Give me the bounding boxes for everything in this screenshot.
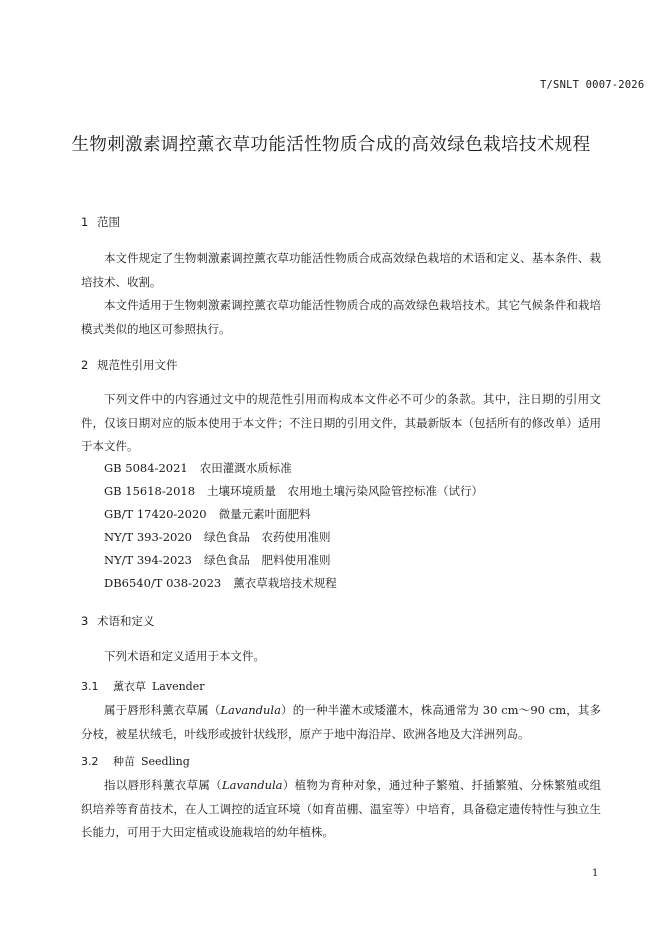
reference-code: GB/T 17420-2020 xyxy=(104,507,207,521)
term-name-english: Lavender xyxy=(152,680,205,693)
document-title: 生物刺激素调控薰衣草功能活性物质合成的高效绿色栽培技术规程 xyxy=(71,135,591,155)
term-3-2-heading xyxy=(81,753,190,769)
section-1-heading xyxy=(81,214,120,230)
reference-title: 绿色食品 农药使用准则 xyxy=(203,530,331,544)
section-title: 术语和定义 xyxy=(97,614,155,628)
reference-item xyxy=(104,506,311,522)
section-1-paragraph-1: 本文件规定了生物刺激素调控薰衣草功能活性物质合成高效绿色栽培的术语和定义、基本条件、栽培技术、收割。 xyxy=(81,251,601,289)
definition-text: ）植物为育种对象，通过种子繁殖、扦插繁殖、分株繁殖或组织培养等育苗技术，在人工调控的适宜环境（如育苗棚、温室等）中培育，具备稳定遗传特性与独立生长能力，可用于大田定植或设施栽培的幼年植株。 xyxy=(81,778,602,839)
term-3-1-definition xyxy=(81,699,601,746)
reference-title: 土壤环境质量 农用地土壤污染风险管控标准（试行） xyxy=(207,484,484,498)
term-number: 3.2 xyxy=(81,755,99,768)
reference-title: 农田灌溉水质标准 xyxy=(199,461,292,475)
section-3-heading xyxy=(81,613,155,629)
reference-title: 绿色食品 肥料使用准则 xyxy=(203,553,331,567)
genus-name: Lavandula xyxy=(220,703,281,717)
reference-item xyxy=(104,529,330,545)
reference-item xyxy=(104,575,337,591)
section-2-paragraph-1: 下列文件中的内容通过文中的规范性引用而构成本文件必不可少的条款。其中，注日期的引用文件，仅该日期对应的版本使用于本文件；不注日期的引用文件，其最新版本（包括所有的修改单）适用于本文件。 xyxy=(81,392,601,453)
reference-code: NY/T 394-2023 xyxy=(104,553,192,567)
section-title: 范围 xyxy=(97,215,120,229)
page-number: 1 xyxy=(592,868,599,879)
standard-code: T/SNLT 0007-2026 xyxy=(540,79,645,91)
reference-title: 薰衣草栽培技术规程 xyxy=(233,576,337,590)
term-3-1-heading xyxy=(81,678,204,694)
definition-text: 指以唇形科薰衣草属（ xyxy=(104,778,222,792)
section-3-paragraph-1: 下列术语和定义适用于本文件。 xyxy=(104,649,265,663)
section-2-heading xyxy=(81,357,178,373)
reference-code: GB 15618-2018 xyxy=(104,484,196,498)
reference-code: DB6540/T 038-2023 xyxy=(104,576,222,590)
section-title: 规范性引用文件 xyxy=(97,358,178,372)
section-1-paragraph-2: 本文件适用于生物刺激素调控薰衣草功能活性物质合成的高效绿色栽培技术。其它气候条件和栽培模式类似的地区可参照执行。 xyxy=(81,298,601,336)
section-number: 3 xyxy=(81,614,89,628)
term-name: 种苗 xyxy=(113,755,135,768)
definition-text: ）的一种半灌木或矮灌木，株高通常为 30 cm～90 cm，其多分枝，被星状绒毛，叶线形或披针状线形，原产于地中海沿岸、欧洲各地及大洋洲列岛。 xyxy=(81,703,602,741)
reference-item xyxy=(104,460,292,476)
section-number: 1 xyxy=(81,215,89,229)
reference-item xyxy=(104,483,483,499)
definition-text: 属于唇形科薰衣草属（ xyxy=(104,703,221,717)
reference-code: GB 5084-2021 xyxy=(104,461,188,475)
reference-code: NY/T 393-2020 xyxy=(104,530,192,544)
term-number: 3.1 xyxy=(81,680,99,693)
term-3-2-definition xyxy=(81,774,601,845)
term-name-english: Seedling xyxy=(141,755,190,768)
reference-item xyxy=(104,552,330,568)
genus-name: Lavandula xyxy=(221,778,283,792)
reference-title: 微量元素叶面肥料 xyxy=(218,507,311,521)
section-number: 2 xyxy=(81,358,89,372)
term-name: 薰衣草 xyxy=(113,680,146,693)
